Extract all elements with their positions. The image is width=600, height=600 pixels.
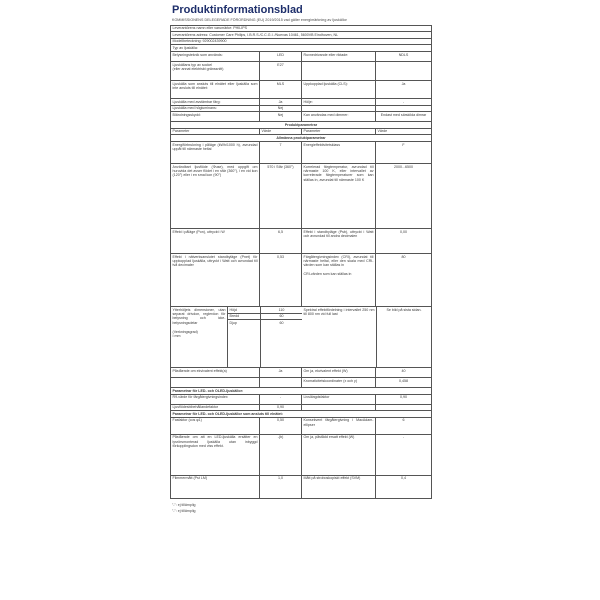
parameter-cell: Energieffektivitetsklass — [301, 142, 375, 163]
col-header-value-2: Värde — [375, 129, 431, 135]
parameter-cell: Effekt i standbyläge (Psb), uttryckt i Watt och avrundad till andra decimalen — [301, 229, 375, 253]
parameter-cell: Påstående om att en LED-ljuskälla ersätter en lysrörsmonterad ljuskälla utan inbyggd förkopplingsdon med viss effekt. — [172, 435, 258, 449]
value-cell: - — [259, 395, 301, 404]
footnote-a: "-": ej tillämplig — [172, 502, 196, 507]
general-rows — [171, 142, 431, 307]
parameter-cell — [301, 405, 375, 411]
parameter-cell: Om ja, påstådd ersatt effekt (W) — [301, 435, 375, 475]
table-row — [171, 476, 431, 499]
value-cell — [375, 405, 431, 411]
supplier-address: Leverantörens adress: Customer Care Philips, I.B.R.S./C.C.G.I. /Nuevas 10461, 5600VB Eindhoven, NL — [172, 32, 339, 37]
led-rows — [171, 395, 431, 412]
spectral-distribution-value: Se bild på sista sidan. — [376, 307, 431, 367]
value-cell: 0,53 — [259, 254, 301, 306]
led-params-header: Parametrar för LED- och OLED-ljuskällor: — [172, 388, 244, 393]
spectral-distribution-label: Spektral effektfördelning i intervallet 250 nm till 800 nm vid full last — [303, 307, 375, 316]
parameter-cell: Flimmermått (Pst LM) — [172, 476, 208, 481]
parameter-cell: Korrelerad färgtemperatur, avrundad till närmaste 100 K, eller intervallet av korrelerade färgtemperaturer som kan ställas in, avrundat till närmaste 100 K — [301, 164, 375, 228]
parameter-cell: Livslängdsfaktor — [301, 395, 375, 404]
value-cell: 570 i Sfär (360°) — [259, 164, 301, 228]
general-rows-2 — [171, 368, 431, 388]
value-cell: E27 — [259, 62, 301, 80]
value-cell: 0,50 — [259, 418, 301, 434]
dimension-width: Bredd 60 — [228, 314, 302, 321]
parameter-cell: Ljuskälla med avstämbar färg: — [172, 99, 221, 104]
column-header-row — [171, 129, 431, 136]
product-information-sheet — [170, 4, 432, 514]
parameter-cell: Ljusflödesbibehållandefaktor — [172, 405, 219, 410]
footnote-b: "-": ej tillämplig — [172, 508, 196, 513]
regulation-subtitle: KOMMISSIONENS DELEGERADE FÖRORDNING (EU) 2019/2015 vad gäller energimärkning av ljuskällor — [172, 18, 347, 22]
parameter-cell: Uppkopplad ljuskälla (CLS): — [301, 81, 375, 98]
value-cell — [259, 378, 301, 387]
mains-rows — [171, 418, 431, 499]
value-cell: Endast med särskilda dimrar — [375, 112, 431, 121]
table-row — [171, 405, 431, 412]
table-row — [171, 99, 431, 106]
value-cell: 7 — [259, 142, 301, 163]
parameter-cell — [301, 106, 375, 112]
value-cell: LED — [259, 52, 301, 61]
value-cell: -(b) — [259, 435, 301, 475]
table-row — [171, 254, 431, 307]
table-row — [171, 112, 431, 122]
value-cell: - — [375, 435, 431, 475]
table-row — [171, 418, 431, 435]
value-cell: 0,90 — [259, 405, 301, 411]
table-row — [171, 164, 431, 229]
parameter-cell: Färgåtergivningsindex (CRI), avrundat till närmaste heltal, eller den skala med CRI-värden som kan ställas in CRI-värden som kan ställas in — [301, 254, 375, 306]
value-cell: 0,458 — [375, 378, 431, 387]
parameter-cell: Effekt i påläge (Pon), uttryckt i W — [172, 229, 225, 234]
dimension-height: Höjd 110 — [228, 307, 302, 314]
parameter-cell: Påstående om ekvivalent effekt(a) — [172, 368, 227, 373]
parameter-cell: Ljuskälla med högluminans: — [172, 106, 217, 111]
parameter-cell: Kan användas med dimmer: — [301, 112, 375, 121]
value-cell: Nej — [259, 106, 301, 112]
parameter-cell: Effekt i nätverksanslutet standbyläge (Pnet) för uppkopplad ljuskälla, uttryckt i Watt och avrundad till två decimaler — [172, 254, 258, 268]
parameter-cell: Ljuskälla som ansluts till elnätet eller ljuskälla som inte ansluts till elnätet: — [172, 81, 258, 90]
light-source-type: Typ av ljuskälla: — [172, 45, 198, 50]
product-params-header: Produktparametrar — [284, 122, 318, 127]
dimensions-label: Ytterhöljets dimensioner, utan separat drivdon, reglerdon för belysning och icke-belysningsdelar (Verkningsgrad) I mm — [172, 307, 226, 338]
dimensions-row — [171, 307, 431, 368]
type-rows — [171, 52, 431, 122]
table-row — [171, 229, 431, 254]
table-row — [171, 106, 431, 113]
table-row — [171, 368, 431, 378]
table-row — [171, 81, 431, 99]
mains-params-header: Parametrar för LED- och OLED-ljuskällor som ansluts till elnätet: — [172, 411, 283, 416]
page-title: Produktinformationsblad — [172, 4, 303, 16]
parameter-cell: Kromaticitetskoordinater (x och y) — [301, 378, 375, 387]
value-cell — [375, 62, 431, 80]
parameter-cell — [301, 62, 375, 80]
table-row — [171, 378, 431, 388]
table-row — [171, 62, 431, 81]
value-cell: Ja — [259, 99, 301, 105]
info-table — [170, 25, 432, 499]
col-header-parameter: Parameter — [172, 129, 190, 134]
parameter-cell: Konsekvent färgåtergivning i MacAdam-ellipser — [301, 418, 375, 434]
table-row — [171, 52, 431, 62]
value-cell: 40 — [375, 368, 431, 377]
parameter-cell: Om ja, ekvivalent effekt (W) — [301, 368, 375, 377]
table-row — [171, 395, 431, 405]
value-cell: 2000...6500 — [375, 164, 431, 228]
supplier-name: Leverantörens namn eller varumärke: PHILIPS — [172, 26, 248, 31]
parameter-cell: Ruvnedrivande eller riktade: — [301, 52, 375, 61]
parameter-cell: Fasfaktor (cos φ1) — [172, 418, 202, 423]
model-identifier: Modellbeteckning: 929002439900 — [172, 39, 227, 44]
col-header-parameter-2: Parameter — [301, 129, 375, 135]
parameter-cell: Belysningsteknik som används: — [172, 52, 223, 57]
value-cell — [375, 106, 431, 112]
value-cell: - — [375, 99, 431, 105]
parameter-cell: Mått på stroboskopiskt effekt (SVM) — [301, 476, 375, 498]
value-cell: Nej — [259, 112, 301, 121]
value-cell: 0,00 — [375, 229, 431, 253]
value-cell: 0,90 — [375, 395, 431, 404]
value-cell: 6 — [375, 418, 431, 434]
footnotes — [172, 502, 432, 514]
parameter-cell: Användbart ljusflöde (Φuse), med uppgift om huruvida det avser flödet i en sfär (360°), i en vid kon (120°) eller i en smal kon (90°) — [172, 164, 258, 178]
value-cell: 80 — [375, 254, 431, 306]
parameter-cell — [171, 378, 259, 387]
parameter-cell: Ljuskällans typ av sockel (eller annat elektriskt gränssnitt) — [172, 62, 224, 71]
table-row — [171, 142, 431, 164]
value-cell: 1,0 — [259, 476, 301, 498]
parameter-cell: Hölje: — [301, 99, 375, 105]
general-params-header: Allmänna produktparametrar — [276, 135, 326, 140]
parameter-cell: Bländningsskydd: — [172, 112, 201, 117]
value-cell: 0,4 — [375, 476, 431, 498]
value-cell: 6,5 — [259, 229, 301, 253]
value-cell: Ja — [259, 368, 301, 377]
value-cell: F — [375, 142, 431, 163]
table-row — [171, 435, 431, 476]
parameter-cell: Energiförbrukning i påläge (kWh/1000 h), avrundad uppåt till närmaste heltal — [172, 142, 258, 151]
value-cell: Ja — [375, 81, 431, 98]
dimensions-subtable — [227, 307, 302, 367]
parameter-cell: R9-värde för färgåtergivningsindex — [172, 395, 228, 400]
value-cell: MLS — [259, 81, 301, 98]
dimension-depth: Djup 60 — [228, 320, 302, 367]
col-header-value: Värde — [259, 129, 301, 135]
value-cell: NDLS — [375, 52, 431, 61]
